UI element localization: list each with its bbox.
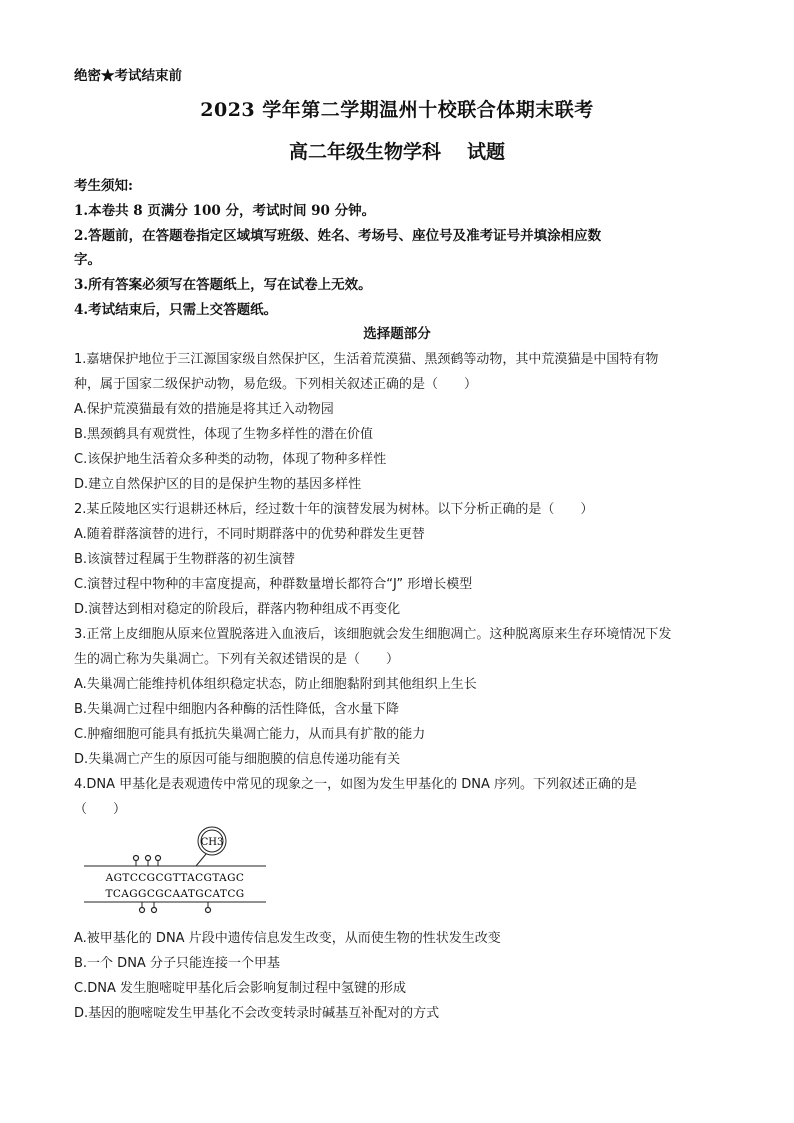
methyl-marker-bottom — [206, 908, 211, 913]
question-2-option-b: B.该演替过程属于生物群落的初生演替 — [74, 552, 296, 567]
question-4-option-d: D.基因的胞嘧啶发生甲基化不会改变转录时碱基互补配对的方式 — [74, 1006, 440, 1021]
question-4-option-a: A.被甲基化的 DNA 片段中遗传信息发生改变，从而使生物的性状发生改变 — [74, 931, 501, 946]
question-3-option-a: A.失巢凋亡能维持机体组织稳定状态，防止细胞黏附到其他组织上生长 — [74, 677, 477, 692]
notice-item: 字。 — [74, 252, 101, 268]
confidential-mark: 绝密★考试结束前 — [74, 68, 182, 84]
question-3-option-d: D.失巢凋亡产生的原因可能与细胞膜的信息传递功能有关 — [74, 752, 401, 767]
question-2-option-d: D.演替达到相对稳定的阶段后，群落内物种组成不再变化 — [74, 602, 401, 617]
question-4-stem: （ ） — [74, 802, 127, 817]
question-3-stem: 3.正常上皮细胞从原来位置脱落进入血液后，该细胞就会发生细胞凋亡。这种脱离原来生存环境情况下发 — [74, 627, 672, 642]
notice-item: 3.所有答案必须写在答题纸上，写在试卷上无效。 — [74, 277, 372, 293]
question-1-stem: 种，属于国家二级保护动物，易危级。下列相关叙述正确的是（ ） — [74, 377, 478, 392]
question-4-option-c: C.DNA 发生胞嘧啶甲基化后会影响复制过程中氢键的形成 — [74, 981, 406, 996]
methyl-marker-bottom — [152, 908, 157, 913]
methyl-marker-top — [156, 856, 161, 861]
question-3-stem: 生的凋亡称为失巢凋亡。下列有关叙述错误的是（ ） — [74, 652, 400, 667]
question-2-option-c: C.演替过程中物种的丰富度提高，种群数量增长都符合“J” 形增长模型 — [74, 577, 473, 592]
question-1-option-a: A.保护荒漠猫最有效的措施是将其迁入动物园 — [74, 402, 334, 417]
methyl-marker-top — [134, 856, 139, 861]
question-4-stem: 4.DNA 甲基化是表观遗传中常见的现象之一，如图为发生甲基化的 DNA 序列。下列叙述正确的是 — [74, 777, 638, 792]
methyl-group-label: CH3 — [200, 837, 224, 848]
question-3-option-c: C.肿瘤细胞可能具有抵抗失巢凋亡能力，从而具有扩散的能力 — [74, 727, 426, 742]
notice-item: 2.答题前，在答题卷指定区域填写班级、姓名、考场号、座位号及准考证号并填涂相应数 — [74, 228, 602, 244]
question-1-stem: 1.嘉塘保护地位于三江源国家级自然保护区，生活着荒漠猫、黑颈鹤等动物，其中荒漠猫是中国特有物 — [74, 352, 659, 367]
question-1-option-d: D.建立自然保护区的目的是保护生物的基因多样性 — [74, 477, 362, 492]
bottom-strand-sequence: TCAGGCGCAATGCATCG — [105, 888, 245, 900]
question-1-option-b: B.黑颈鹤具有观赏性，体现了生物多样性的潜在价值 — [74, 427, 374, 442]
exam-title: 2023 学年第二学期温州十校联合体期末联考 — [200, 99, 594, 121]
question-2-option-a: A.随着群落演替的进行，不同时期群落中的优势种群发生更替 — [74, 527, 425, 542]
notice-heading: 考生须知: — [74, 178, 133, 194]
top-strand-sequence: AGTCCGCGTTACGTAGC — [105, 872, 245, 884]
section-title: 选择题部分 — [363, 326, 431, 342]
question-1-option-c: C.该保护地生活着众多种类的动物，体现了物种多样性 — [74, 452, 387, 467]
question-2-stem: 2.某丘陵地区实行退耕还林后，经过数十年的演替发展为树林。以下分析正确的是（ ） — [74, 502, 594, 517]
exam-subtitle — [0, 137, 794, 164]
subtitle-subject: 高二年级生物学科 — [288, 141, 441, 163]
dna-methylation-figure — [80, 826, 270, 918]
notice-item: 4.考试结束后，只需上交答题纸。 — [74, 302, 278, 318]
question-4-option-b: B.一个 DNA 分子只能连接一个甲基 — [74, 956, 280, 971]
subtitle-suffix: 试题 — [467, 141, 506, 163]
question-3-option-b: B.失巢凋亡过程中细胞内各种酶的活性降低，含水量下降 — [74, 702, 400, 717]
methyl-marker-top — [146, 856, 151, 861]
methyl-marker-bottom — [140, 908, 145, 913]
notice-item: 1.本卷共 8 页满分 100 分，考试时间 90 分钟。 — [74, 203, 376, 219]
methyl-link-line — [196, 854, 206, 866]
